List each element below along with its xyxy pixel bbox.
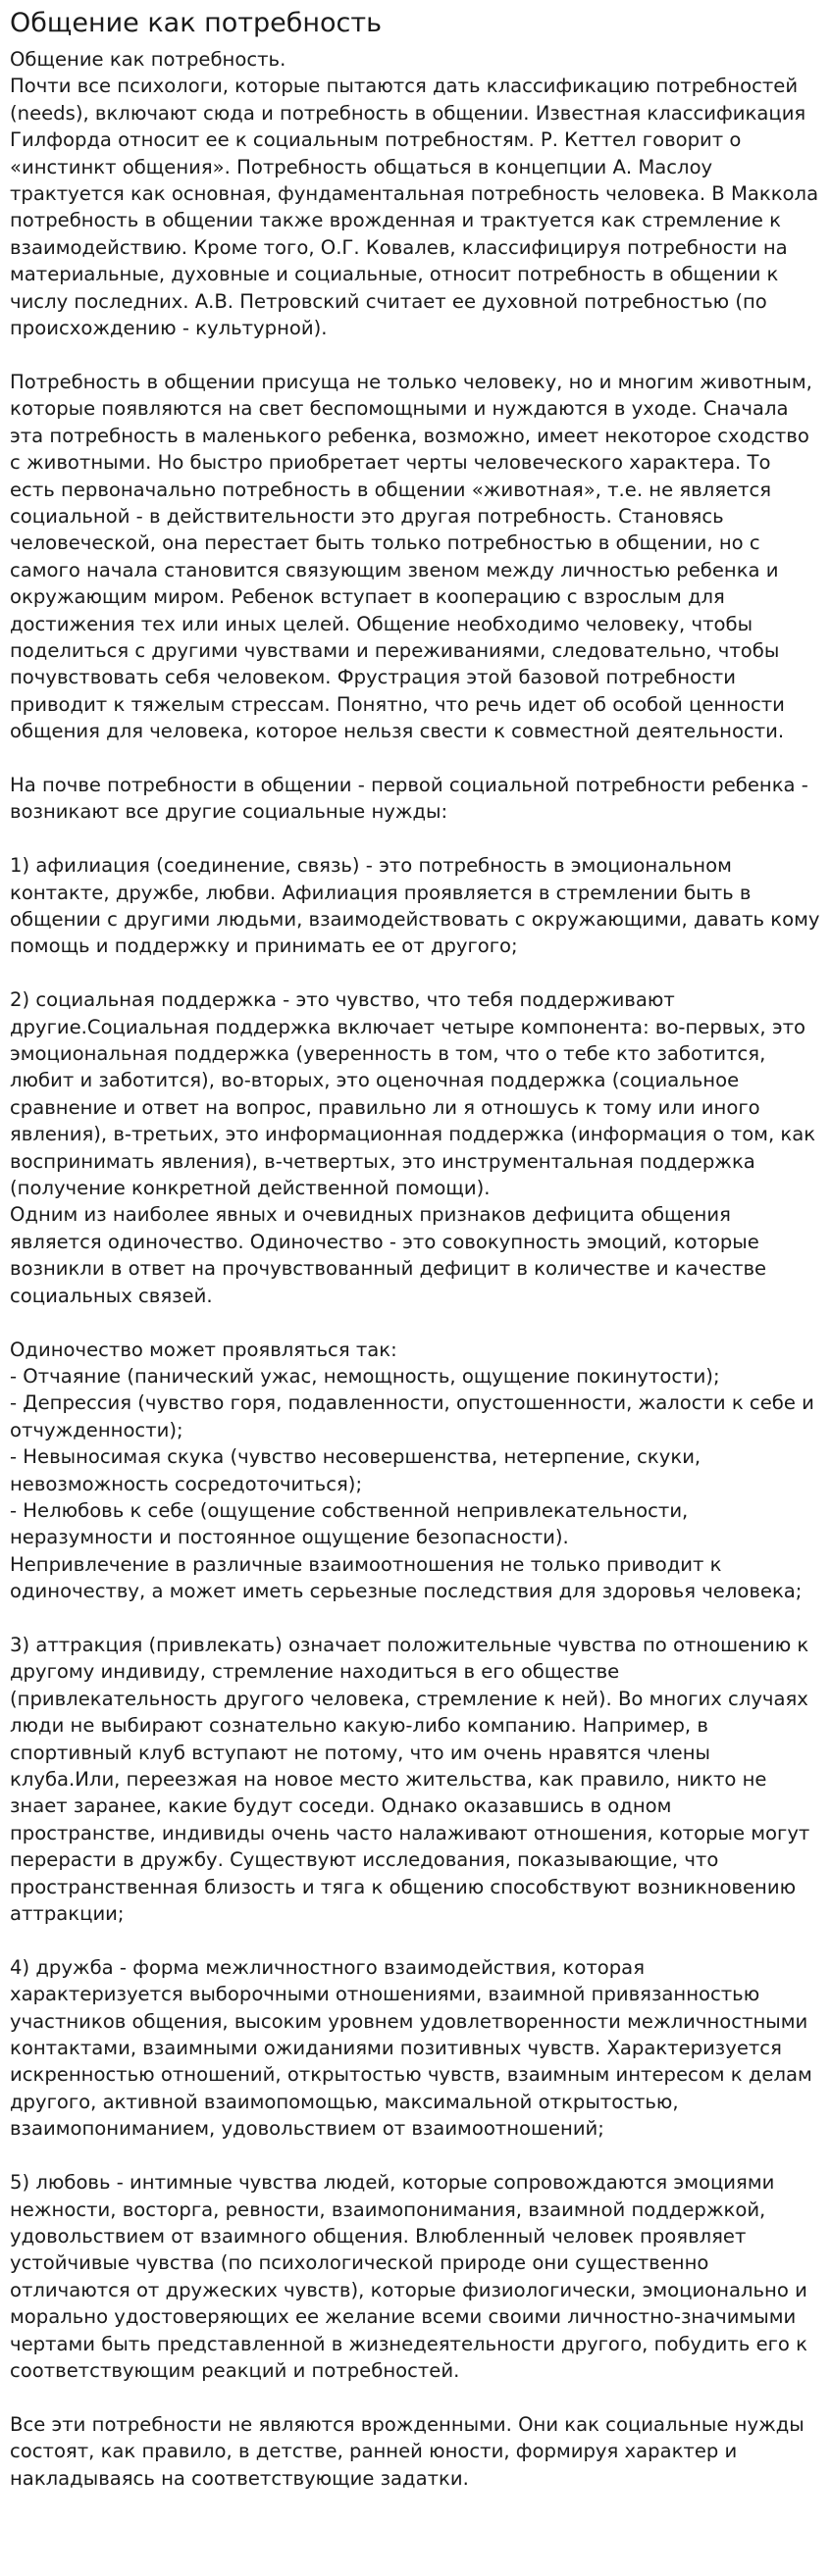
page-title: Общение как потребность: [10, 8, 383, 38]
article-body: Общение как потребность. Почти все психологи, которые пытаются дать классификацию потребностей (needs), включают сюда и потребность в общении. Известная классификация Гилфорда относит ее к социальным потребностям. Р. Кеттел говорит о «инстинкт общения». Потребность общаться в концепции А. Маслоу трактуется как основная, фундаментальная потребность человека. В Маккола потребность в общении также врожденная и трактуется как стремление к взаимодействию. Кроме того, О.Г. Ковалев, классифицируя потребности на материальные, духовные и социальные, относит потребность в общении к числу последних. А.В. Петровский считает ее духовной потребностью (по происхождению - культурной). Потребность в общении присуща не только человеку, но и многим животным, которые появляются на свет беспомощными и нуждаются в уходе. Сначала эта потребность в маленького ребенка, возможно, имеет некоторое сходство с животными. Но быстро приобретает черты человеческого характера. То есть первоначально потребность в общении «животная», т.е. не является социальной - в действительности это другая потребность. Становясь человеческой, она перестает быть только потребностью в общении, но с самого начала становится связующим звеном между личностью ребенка и окружающим миром. Ребенок вступает в кооперацию с взрослым для достижения тех или иных целей. Общение необходимо человеку, чтобы поделиться с другими чувствами и переживаниями, следовательно, чтобы почувствовать себя человеком. Фрустрация этой базовой потребности приводит к тяжелым стрессам. Понятно, что речь идет об особой ценности общения для человека, которое нельзя свести к совместной деятельности. На почве потребности в общении - первой социальной потребности ребенка - возникают все другие социальные нужды: 1) афилиация (соединение, связь) - это потребность в эмоциональном контакте, дружбе, любви. Афилиация проявляется в стремлении быть в общении с другими людьми, взаимодействовать с окружающими, давать кому помощь и поддержку и принимать ее от другого; 2) социальная поддержка - это чувство, что тебя поддерживают другие.Социальная поддержка включает четыре компонента: во-первых, это эмоциональная поддержка (уверенность в том, что о тебе кто заботится, любит и заботится), во-вторых, это оценочная поддержка (социальное сравнение и ответ на вопрос, правильно ли я отношусь к тому или иного явления), в-третьих, это информационная поддержка (информация о том, как воспринимать явления), в-четвертых, это инструментальная поддержка (получение конкретной действенной помощи). Одним из наиболее явных и очевидных признаков дефицита общения является одиночество. Одиночество - это совокупность эмоций, которые возникли в ответ на прочувствованный дефицит в количестве и качестве социальных связей. Одиночество может проявляться так: - Отчаяние (панический ужас, немощность, ощущение покинутости); - Депрессия (чувство горя, подавленности, опустошенности, жалости к себе и отчужденности); - Невыносимая скука (чувство несовершенства, нетерпение, скуки, невозможность сосредоточиться); - Нелюбовь к себе (ощущение собственной непривлекательности, неразумности и постоянное ощущение безопасности). Непривлечение в различные взаимоотношения не только приводит к одиночеству, а может иметь серьезные последствия для здоровья человека; 3) аттракция (привлекать) означает положительные чувства по отношению к другому индивиду, стремление находиться в его обществе (привлекательность другого человека, стремление к ней). Во многих случаях люди не выбирают сознательно какую-либо компанию. Например, в спортивный клуб вступают не потому, что им очень нравятся члены клуба.Или, переезжая на новое место жительства, как правило, никто не знает заранее, какие будут соседи. Однако оказавшись в одном пространстве, индивиды очень часто налаживают отношения, которые могут перерасти в дружбу. Существуют исследования, показывающие, что пространственная близость и тяга к общению способствуют возникновению аттракции; 4) дружба - форма межличностного взаимодействия, которая характеризуется выборочными отношениями, взаимной привязанностью участников общения, высоким уровнем удовлетворенности межличностными контактами, взаимными ожиданиями позитивных чувств. Характеризуется искренностью отношений, открытостью чувств, взаимным интересом к делам другого, активной взаимопомощью, максимальной открытостью, взаимопониманием, удовольствием от взаимоотношений; 5) любовь - интимные чувства людей, которые сопровождаются эмоциями нежности, восторга, ревности, взаимопонимания, взаимной поддержкой, удовольствием от взаимного общения. Влюбленный человек проявляет устойчивые чувства (по психологической природе они существенно отличаются от дружеских чувств), которые физиологически, эмоционально и морально удостоверяющих ее желание всеми своими личностно-значимыми чертами быть представленной в жизнедеятельности другого, побудить его к соответствующим реакций и потребностей. Все эти потребности не являются врожденными. Они как социальные нужды состоят, как правило, в детстве, ранней юности, формируя характер и накладываясь на соответствующие задатки.: [10, 48, 820, 2490]
